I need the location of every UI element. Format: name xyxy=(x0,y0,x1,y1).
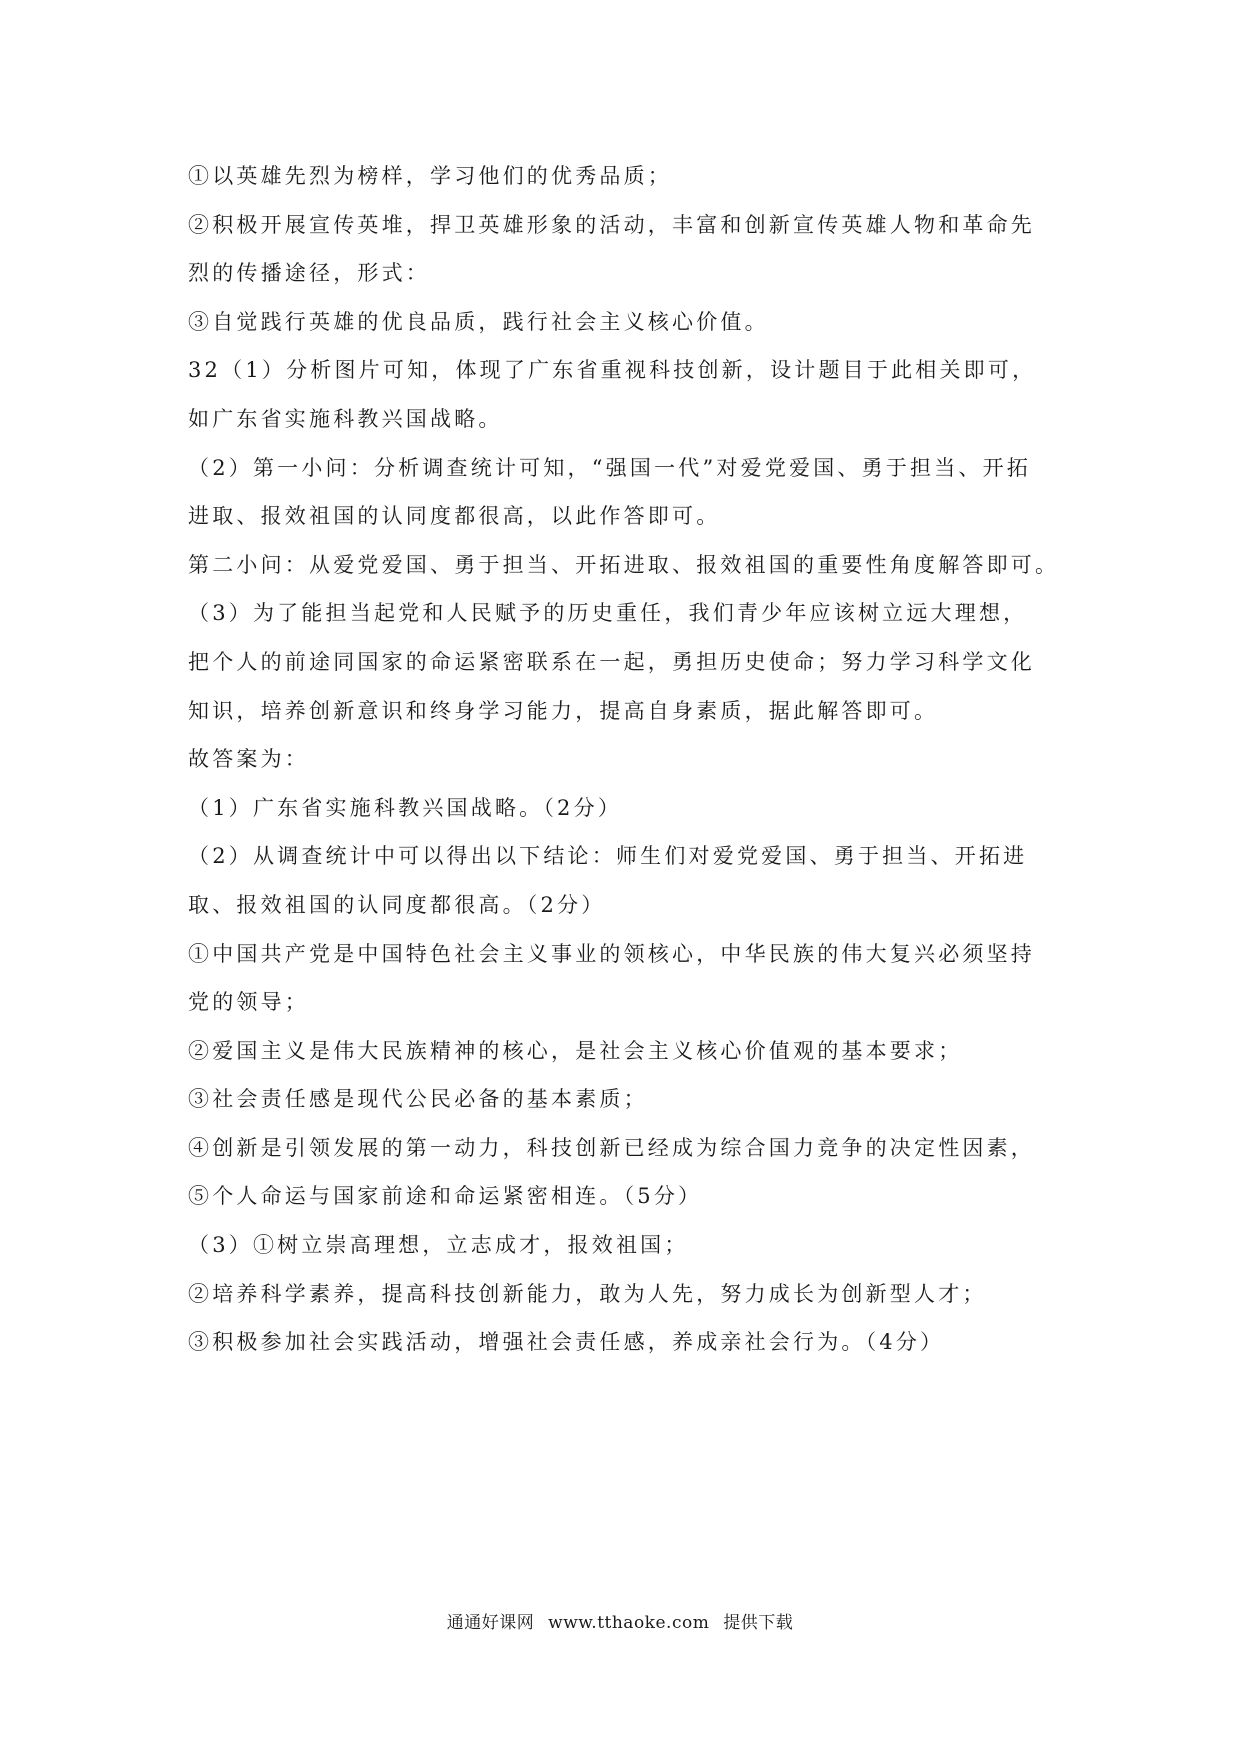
text-line: ⑤个人命运与国家前途和命运紧密相连。（5分） xyxy=(188,1184,703,1209)
text-line: （2）第一小问：分析调查统计可知，“强国一代”对爱党爱国、勇于担当、开拓 xyxy=(188,455,1032,480)
answer-text-block xyxy=(188,152,1068,1367)
text-line: （3）为了能担当起党和人民赋予的历史重任，我们青少年应该树立远大理想， xyxy=(188,601,1028,626)
text-line: ①以英雄先烈为榜样，学习他们的优秀品质； xyxy=(188,164,672,188)
text-line: （3）①树立崇高理想，立志成才，报效祖国； xyxy=(188,1233,689,1258)
text-line: 把个人的前途同国家的命运紧密联系在一起，勇担历史使命；努力学习科学文化 xyxy=(188,649,1035,674)
footer-suffix: 提供下载 xyxy=(723,1613,794,1633)
text-line: ③社会责任感是现代公民必备的基本素质； xyxy=(188,1087,648,1112)
text-line: 故答案为： xyxy=(188,747,309,772)
text-line: 知识，培养创新意识和终身学习能力，提高自身素质，据此解答即可。 xyxy=(188,698,939,723)
text-line: ③积极参加社会实践活动，增强社会责任感，养成亲社会行为。（4分） xyxy=(188,1330,945,1355)
text-line: 第二小问：从爱党爱国、勇于担当、开拓进取、报效祖国的重要性角度解答即可。 xyxy=(188,552,1060,577)
text-line: 烈的传播途径，形式： xyxy=(188,261,430,286)
text-line: ②爱国主义是伟大民族精神的核心，是社会主义核心价值观的基本要求； xyxy=(188,1038,963,1063)
text-line: 32（1）分析图片可知，体现了广东省重视科技创新，设计题目于此相关即可， xyxy=(188,358,1037,383)
footer-site-name: 通通好课网 xyxy=(446,1613,535,1633)
text-line: 如广东省实施科教兴国战略。 xyxy=(188,406,503,431)
text-line: ②积极开展宣传英堆，捍卫英雄形象的活动，丰富和创新宣传英雄人物和革命先 xyxy=(188,212,1035,237)
text-line: ③自觉践行英雄的优良品质，践行社会主义核心价值。 xyxy=(188,309,769,334)
text-line: 党的领导； xyxy=(188,990,309,1015)
footer-url[interactable]: www.tthaoke.com xyxy=(548,1613,710,1633)
text-line: ④创新是引领发展的第一动力，科技创新已经成为综合国力竞争的决定性因素， xyxy=(188,1135,1035,1160)
text-line: ①中国共产党是中国特色社会主义事业的领核心，中华民族的伟大复兴必须坚持 xyxy=(188,941,1035,966)
text-line: （1）广东省实施科教兴国战略。（2分） xyxy=(188,795,623,820)
page-footer xyxy=(0,1608,1240,1633)
text-line: 取、报效祖国的认同度都很高。（2分） xyxy=(188,892,606,917)
text-line: 进取、报效祖国的认同度都很高，以此作答即可。 xyxy=(188,504,721,529)
text-line: ②培养科学素养，提高科技创新能力，敢为人先，努力成长为创新型人才； xyxy=(188,1281,987,1306)
text-line: （2）从调查统计中可以得出以下结论：师生们对爱党爱国、勇于担当、开拓进 xyxy=(188,844,1028,869)
